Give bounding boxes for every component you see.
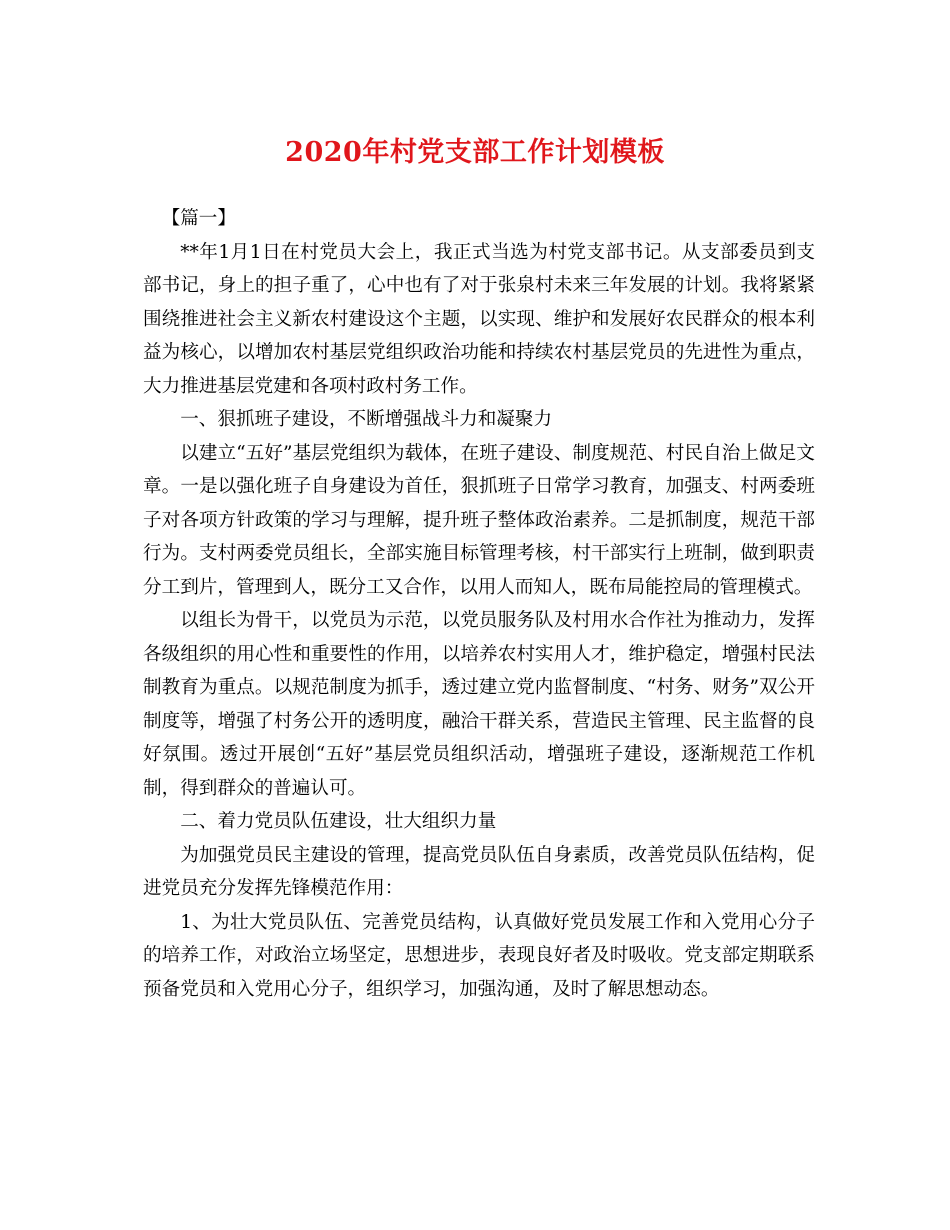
- section-label: 【篇一】: [161, 208, 236, 229]
- body-paragraph: 以组长为骨干，以党员为示范，以党员服务队及村用水合作社为推动力，发挥各级组织的用心性和重要性的作用，以培养农村实用人才，维护稳定，增强村民法制教育为重点。以规范制度为抓手，透过建立党内监督制度、“村务、财务”双公开制度等，增强了村务公开的透明度，融洽干群关系，营造民主管理、民主监督的良好氛围。透过开展创“五好”基层党员组织活动，增强班子建设，逐渐规范工作机制，得到群众的普遍认可。: [143, 610, 815, 799]
- body-paragraph: 以建立“五好”基层党组织为载体，在班子建设、制度规范、村民自治上做足文章。一是以强化班子自身建设为首任，狠抓班子日常学习教育，加强支、村两委班子对各项方针政策的学习与理解，提升班子整体政治素养。二是抓制度，规范干部行为。支村两委党员组长，全部实施目标管理考核，村干部实行上班制，做到职责分工到片，管理到人，既分工又合作，以用人而知人，既布局能控局的管理模式。: [143, 442, 815, 598]
- intro-paragraph: **年1月1日在村党员大会上，我正式当选为村党支部书记。从支部委员到支部书记，身上的担子重了，心中也有了对于张泉村未来三年发展的计划。我将紧紧围绕推进社会主义新农村建设这个主题，以实现、维护和发展好农民群众的根本利益为核心，以增加农村基层党组织政治功能和持续农村基层党员的先进性为重点，大力推进基层党建和各项村政村务工作。: [143, 241, 815, 397]
- document-title: 2020年村党支部工作计划模板: [285, 137, 665, 168]
- section-heading-1: 一、狠抓班子建设，不断增强战斗力和凝聚力: [180, 409, 553, 430]
- body-paragraph: 为加强党员民主建设的管理，提高党员队伍自身素质，改善党员队伍结构，促进党员充分发挥先锋模范作用：: [143, 844, 815, 899]
- section-heading-2: 二、着力党员队伍建设，壮大组织力量: [180, 811, 497, 832]
- document-body: [143, 202, 815, 1006]
- body-paragraph: 1、为壮大党员队伍、完善党员结构，认真做好党员发展工作和入党用心分子的培养工作，对政治立场坚定，思想进步，表现良好者及时吸收。党支部定期联系预备党员和入党用心分子，组织学习，加强沟通，及时了解思想动态。: [143, 911, 815, 1000]
